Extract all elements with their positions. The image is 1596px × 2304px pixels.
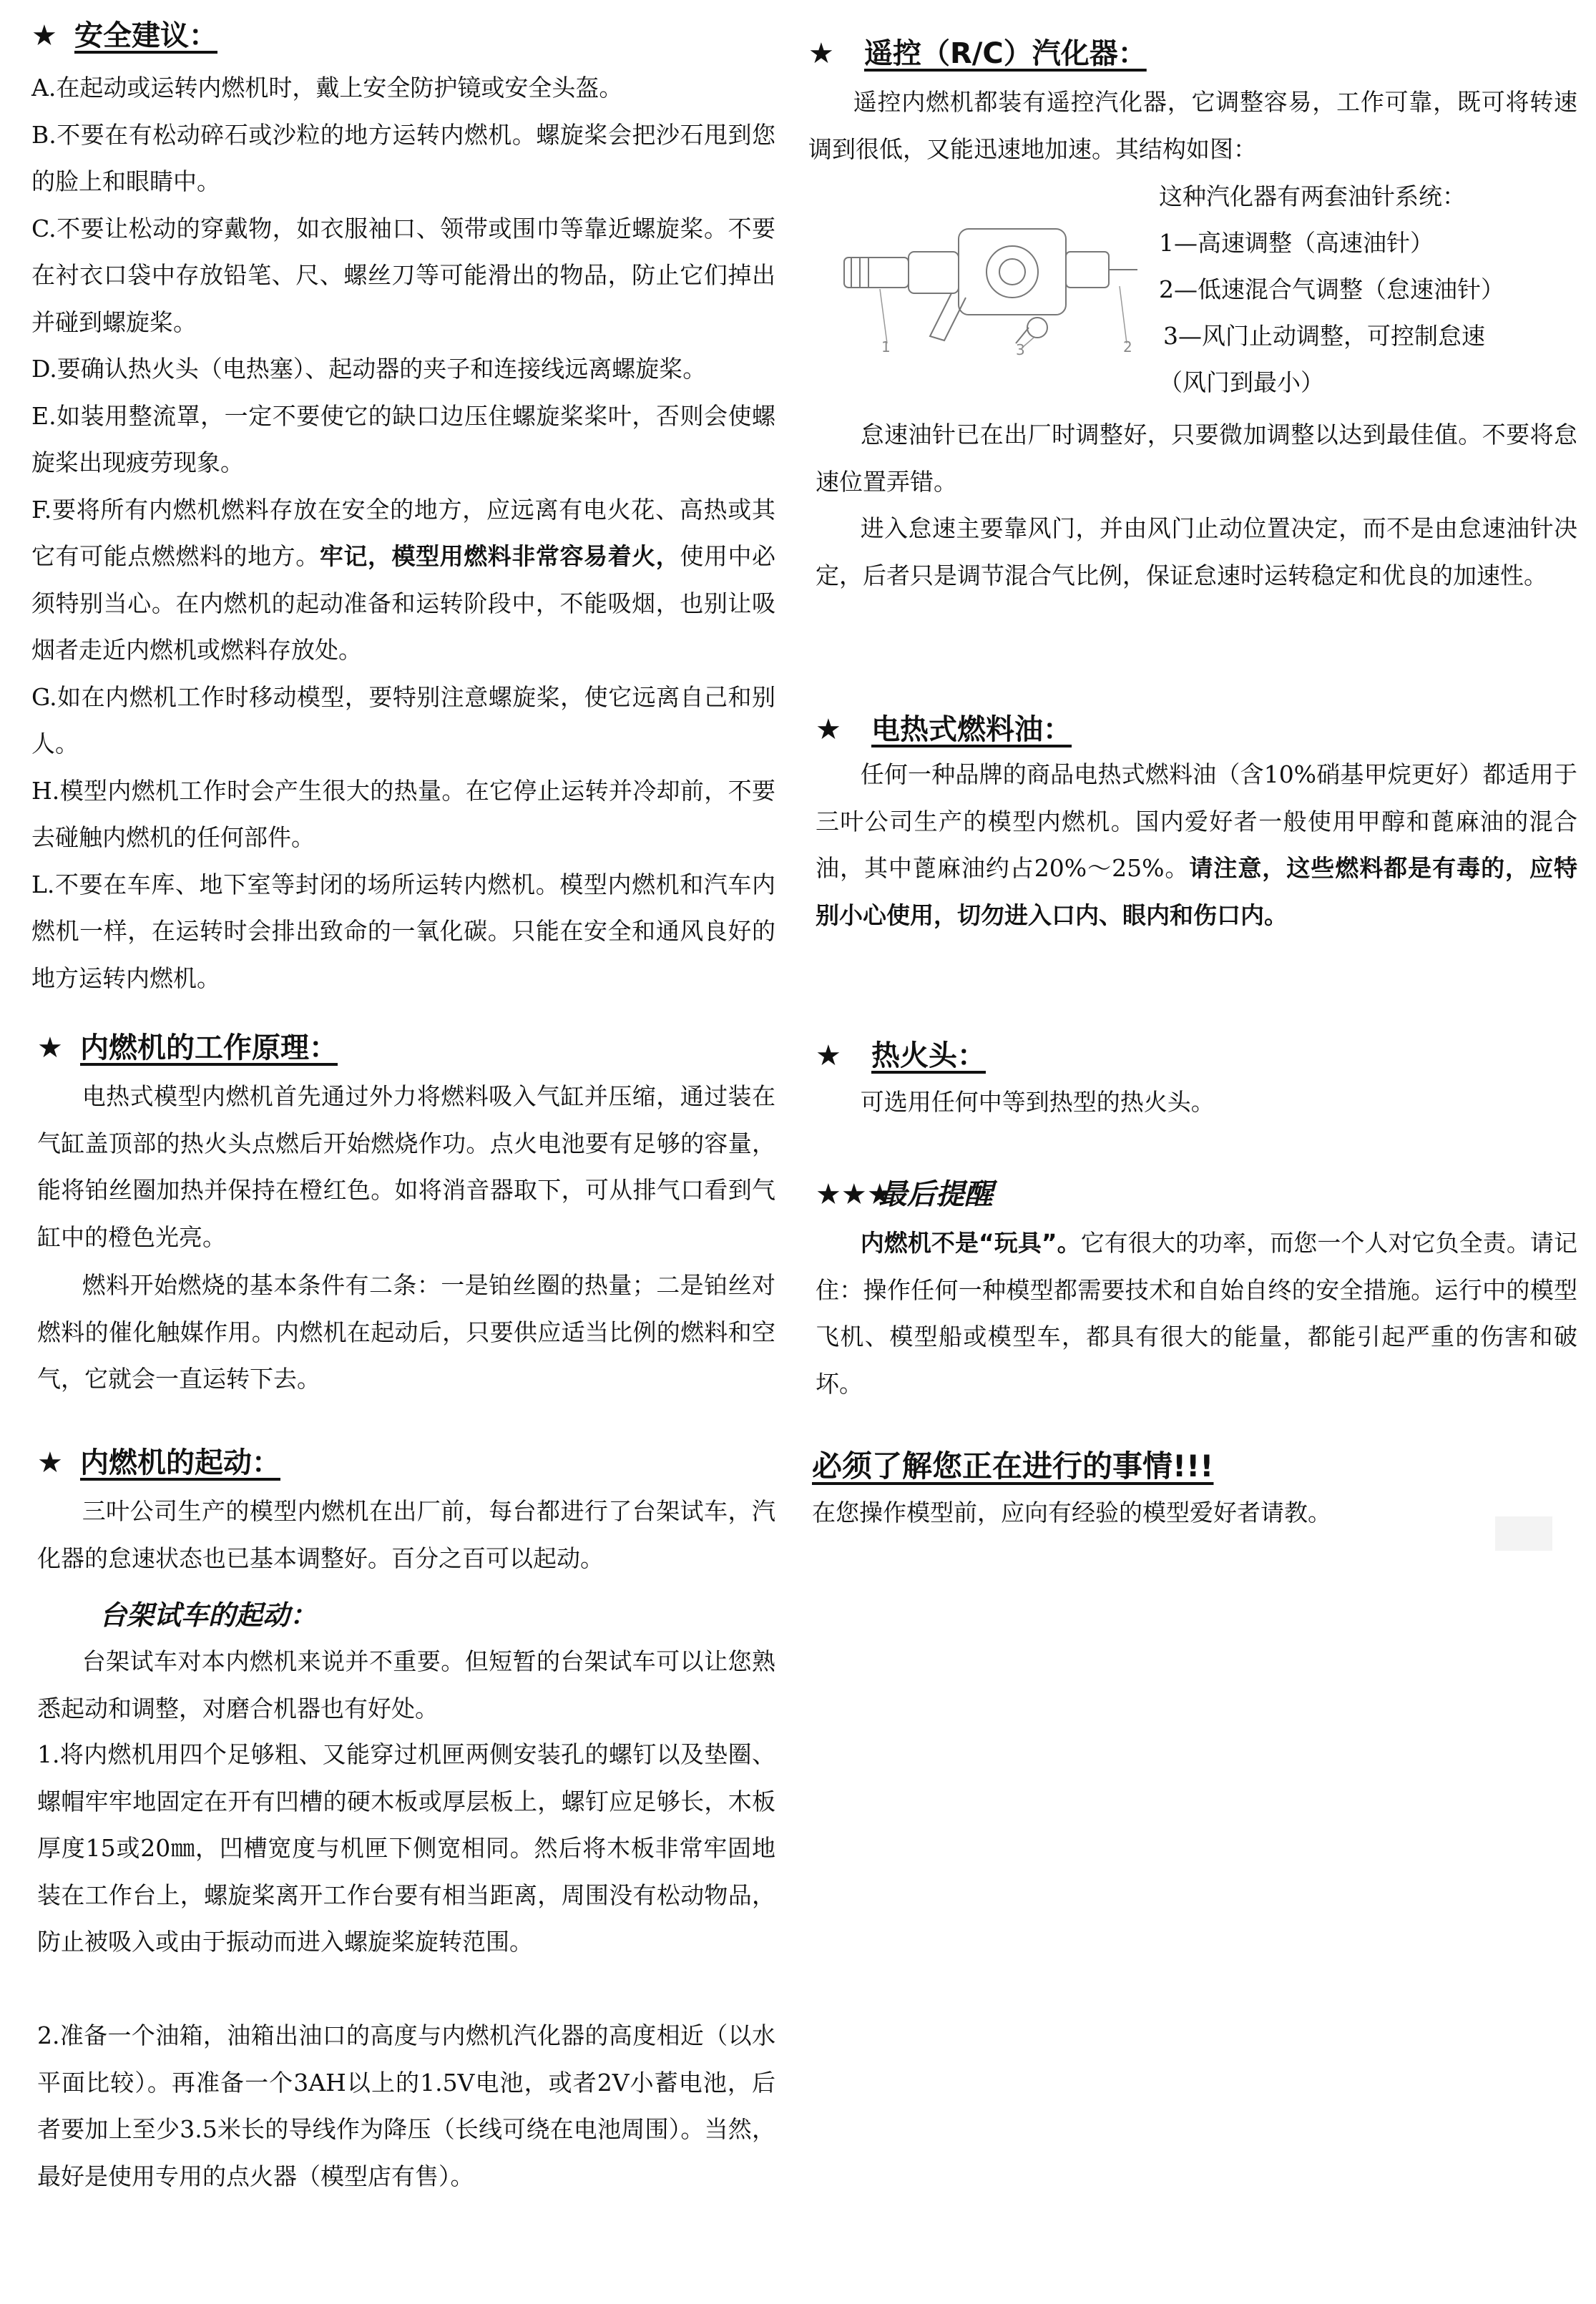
figure-label-1: 1 — [881, 338, 891, 356]
principle-heading: ★ 内燃机的工作原理： — [37, 1026, 338, 1069]
safety-item-h: H.模型内燃机工作时会产生很大的热量。在它停止运转并冷却前，不要去碰触内燃机的任何部件。 — [31, 776, 775, 851]
safety-list-1 — [31, 64, 775, 1001]
safety-item-c: C.不要让松动的穿戴物，如衣服袖口、领带或围巾等靠近螺旋桨。不要在衬衣口袋中存放铅笔、尺、螺丝刀等可能滑出的物品，防止它们掉出并碰到螺旋桨。 — [31, 214, 775, 336]
safety-heading: ★ 安全建议： — [31, 14, 217, 57]
glow-paragraph: 可选用任何中等到热型的热火头。 — [860, 1088, 1215, 1116]
carb-heading: ★ 遥控（R/C）汽化器： — [808, 32, 1147, 75]
bench-step-1: 1.将内燃机用四个足够粗、又能穿过机匣两侧安装孔的螺钉以及垫圈、螺帽牢牢地固定在开有凹槽的硬木板或厚层板上，螺钉应足够长，木板厚度15或20㎜，凹槽宽度与机匣下侧宽相同。然后将木板非常牢固地装在工作台上，螺旋桨离开工作台要有相当距离，周围没有松动物品，防止被吸入或由于振动而进入螺旋桨旋转范围。 — [37, 1740, 775, 1956]
bench-step-2: 2.准备一个油箱，油箱出油口的高度与内燃机汽化器的高度相近（以水平面比较）。再准备一个3AH以上的1.5V电池，或者2V小蓄电池，后者要加上至少3.5米长的导线作为降压（长线可绕在电池周围）。当然，最好是使用专用的点火器（模型店有售）。 — [37, 2021, 775, 2190]
fuel-heading: ★ 电热式燃料油： — [816, 708, 1072, 751]
final-warning: 内燃机不是“玩具”。 — [860, 1229, 1081, 1257]
carb-paragraph-2: 进入怠速主要靠风门，并由风门止动位置决定，而不是由怠速油针决定，后者只是调节混合气比例，保证怠速时运转稳定和优良的加速性。 — [816, 514, 1577, 589]
safety-item-g: G.如在内燃机工作时移动模型，要特别注意螺旋桨，使它远离自己和别人。 — [31, 682, 775, 758]
bench-intro: 台架试车对本内燃机来说并不重要。但短暂的台架试车可以让您熟悉起动和调整，对磨合机器也有好处。 — [37, 1647, 775, 1722]
must-know-heading: 必须了解您正在进行的事情!!! — [812, 1448, 1214, 1484]
figure-label-3: 3 — [1016, 341, 1025, 358]
star-icon: ★ — [37, 1031, 63, 1064]
safety-item-b: B.不要在有松动碎石或沙粒的地方运转内燃机。螺旋桨会把沙石甩到您的脸上和眼睛中。 — [31, 120, 775, 195]
star-icon: ★★★ — [816, 1178, 893, 1211]
needle-item-3: 3—风门止动调整，可控制怠速 — [1163, 322, 1485, 350]
star-icon: ★ — [816, 713, 841, 746]
principle-paragraph-2: 燃料开始燃烧的基本条件有二条：一是铂丝圈的热量；二是铂丝对燃料的催化触媒作用。内燃机在起动后，只要供应适当比例的燃料和空气，它就会一直运转下去。 — [37, 1271, 775, 1393]
starting-heading: ★ 内燃机的起动： — [37, 1441, 280, 1484]
carburetor-figure — [837, 215, 1152, 358]
needle-title: 这种汽化器有两套油针系统： — [1159, 182, 1466, 210]
final-paragraph: 内燃机不是“玩具”。它有很大的功率，而您一个人对它负全责。请记住：操作任何一种模型都需要技术和自始自终的安全措施。运行中的模型飞机、模型船或模型车，都具有很大的能量，都能引起严重的伤害和破坏。 — [816, 1229, 1578, 1398]
glow-heading: ★ 热火头： — [816, 1034, 986, 1077]
carburetor-drawing — [837, 215, 1152, 358]
fuel-warning: 请注意，这些燃料都是有毒的，应特别小心使用，切勿进入口内、眼内和伤口内。 — [816, 854, 1577, 929]
bench-subheading: 台架试车的起动： — [99, 1599, 318, 1631]
final-heading: ★★★最后提醒 — [816, 1173, 993, 1216]
star-icon: ★ — [816, 1039, 841, 1072]
carb-intro: 遥控内燃机都装有遥控汽化器，它调整容易，工作可靠，既可将转速调到很低，又能迅速地加速。其结构如图： — [808, 88, 1577, 163]
safety-item-e: E.如装用整流罩，一定不要使它的缺口边压住螺旋桨桨叶，否则会使螺旋桨出现疲劳现象。 — [31, 401, 775, 476]
must-know-text: 在您操作模型前，应向有经验的模型爱好者请教。 — [812, 1499, 1331, 1526]
safety-item-a: A.在起动或运转内燃机时，戴上安全防护镜或安全头盔。 — [31, 74, 623, 102]
needle-item-3-note: （风门到最小） — [1159, 368, 1324, 396]
star-icon: ★ — [37, 1446, 63, 1479]
needle-item-1: 1—高速调整（高速油针） — [1159, 229, 1434, 257]
star-icon: ★ — [808, 37, 834, 70]
scan-smudge — [1495, 1516, 1552, 1551]
carb-paragraph-1: 怠速油针已在出厂时调整好，只要微加调整以达到最佳值。不要将怠速位置弄错。 — [816, 421, 1577, 496]
needle-item-2: 2—低速混合气调整（怠速油针） — [1159, 275, 1504, 303]
safety-item-f: F.要将所有内燃机燃料存放在安全的地方，应远离有电火花、高热或其它有可能点燃燃料的地方。牢记，模型用燃料非常容易着火，使用中必须特别当心。在内燃机的起动准备和运转阶段中，不能吸烟，也别让吸烟者走近内燃机或燃料存放处。 — [31, 495, 776, 664]
safety-item-d: D.要确认热火头（电热塞）、起动器的夹子和连接线远离螺旋桨。 — [31, 355, 707, 383]
star-icon: ★ — [31, 19, 57, 52]
needle-list — [1159, 173, 1504, 406]
starting-paragraph: 三叶公司生产的模型内燃机在出厂前，每台都进行了台架试车，汽化器的怠速状态也已基本调整好。百分之百可以起动。 — [37, 1497, 775, 1572]
figure-label-2: 2 — [1123, 338, 1132, 356]
principle-paragraph-1: 电热式模型内燃机首先通过外力将燃料吸入气缸并压缩，通过装在气缸盖顶部的热火头点燃后开始燃烧作功。点火电池要有足够的容量，能将铂丝圈加热并保持在橙红色。如将消音器取下，可从排气口看到气缸中的橙色光亮。 — [37, 1082, 775, 1251]
fuel-paragraph: 任何一种品牌的商品电热式燃料油（含10%硝基甲烷更好）都适用于三叶公司生产的模型内燃机。国内爱好者一般使用甲醇和蓖麻油的混合油，其中蓖麻油约占20%～25%。请注意，这些燃料都是有毒的，应特别小心使用，切勿进入口内、眼内和伤口内。 — [816, 760, 1577, 929]
safety-item-l: L.不要在车库、地下室等封闭的场所运转内燃机。模型内燃机和汽车内燃机一样，在运转时会排出致命的一氧化碳。只能在安全和通风良好的地方运转内燃机。 — [31, 870, 775, 992]
